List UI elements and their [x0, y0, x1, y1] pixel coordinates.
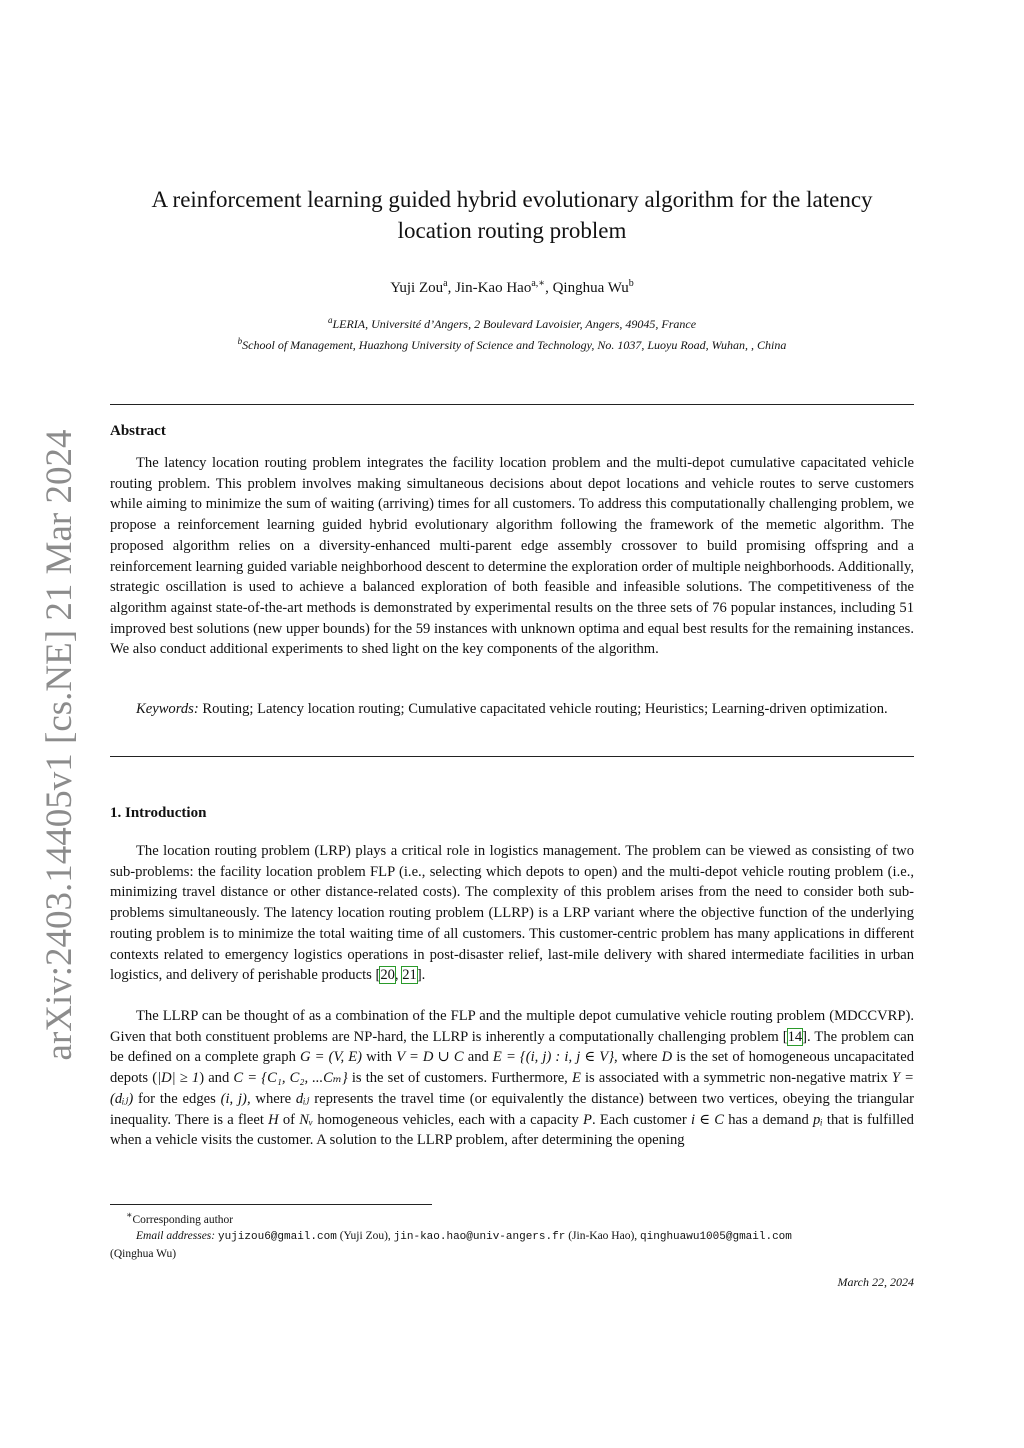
- author-separator: ,: [545, 280, 553, 296]
- email-label: Email addresses:: [136, 1230, 216, 1243]
- author-zou-affil: a: [443, 278, 448, 289]
- intro-p2-text: ) and: [199, 1070, 234, 1087]
- author-wu: Qinghua Wu: [552, 280, 629, 296]
- footnote-corresponding-text: Corresponding author: [132, 1213, 234, 1226]
- footnote-rule: [110, 1204, 432, 1205]
- math-fleet: H: [268, 1111, 279, 1128]
- keywords: [110, 699, 914, 720]
- intro-p2-text: is the set of homogeneous uncapacitated depots (: [110, 1049, 914, 1087]
- affiliation-b-text: School of Management, Huazhong University of Science and Technology, No. 1037, Luoyu Road, Wuhan, , China: [242, 338, 787, 352]
- math-edges: E: [571, 1070, 581, 1087]
- math-distance-matrix: Y = (dᵢⱼ): [110, 1070, 914, 1107]
- abstract-heading: Abstract: [110, 423, 166, 439]
- intro-p2-text: The LLRP can be thought of as a combination of the FLP and the multiple depot cumulative vehicle routing problem (MDCCVRP). Given that both constituent problems are NP-hard, the LLRP is inherently a computationally challenging problem [: [110, 1008, 914, 1045]
- keywords-text: Routing; Latency location routing; Cumulative capacitated vehicle routing; Heuristics; Learning-driven optimization.: [198, 701, 888, 717]
- affiliation-a-text: LERIA, Université d’Angers, 2 Boulevard Lavoisier, Angers, 49045, France: [332, 317, 697, 331]
- intro-p2-text: , where: [614, 1049, 662, 1066]
- citation-separator: ,: [394, 967, 403, 984]
- math-demand: pᵢ: [813, 1111, 823, 1128]
- author-hao: Jin-Kao Hao: [455, 280, 532, 296]
- intro-p2-text: , where: [246, 1090, 296, 1107]
- citation-link-14[interactable]: 14: [787, 1028, 803, 1045]
- email-owner: (Yuji Zou),: [336, 1230, 394, 1243]
- author-list: [100, 274, 924, 298]
- intro-p2-text: . Each customer: [591, 1111, 691, 1128]
- keywords-label: Keywords:: [136, 701, 199, 717]
- affiliations: [100, 312, 924, 354]
- title-line-2: location routing problem: [397, 218, 627, 243]
- email-link-zou[interactable]: yujizou6@gmail.com: [217, 1231, 337, 1244]
- intro-p2-text: has a demand: [724, 1111, 814, 1128]
- intro-p2-text: and: [463, 1049, 493, 1066]
- intro-p2-text: for the edges: [133, 1090, 221, 1107]
- footnote-marker: ∗: [126, 1210, 133, 1221]
- math-depot-count: |D| ≥ 1: [157, 1070, 200, 1087]
- email-owner: (Jin-Kao Hao),: [565, 1230, 641, 1243]
- intro-p2-text: is associated with a symmetric non-negative matrix: [580, 1070, 892, 1087]
- intro-p2-text: is the set of customers. Furthermore,: [347, 1070, 572, 1087]
- math-capacity: P: [583, 1111, 592, 1128]
- intro-paragraph-1: [110, 841, 914, 986]
- intro-p2-text: homogeneous vehicles, each with a capacity: [313, 1111, 584, 1128]
- intro-p2-text: represents the travel time (or equivalently the distance) between two vertices, obeying the triangular inequality. There is a fleet: [110, 1090, 914, 1128]
- intro-p2-text: of: [278, 1111, 300, 1128]
- abstract-text: The latency location routing problem integrates the facility location problem and the multi-depot cumulative capacitated vehicle routing problem. This problem involves making simultaneous decisions about depot locations and vehicle routes to serve customers while aiming to minimize the sum of waiting (arriving) times for all customers. To address this computationally challenging problem, we propose a reinforcement learning guided hybrid evolutionary algorithm following the framework of the memetic algorithm. The proposed algorithm relies on a diversity-enhanced multi-parent edge assembly crossover to build promising offspring and a reinforcement learning guided variable neighborhood descent to determine the exploration order of multiple neighborhoods. Additionally, strategic oscillation is used to achieve a balanced exploration of both feasible and infeasible solutions. The competitiveness of the algorithm against state-of-the-art methods is demonstrated by experimental results on the three sets of 76 popular instances, including 51 improved best solutions (new upper bounds) for the 59 instances with unknown optima and equal best results for the remaining instances. We also conduct additional experiments to shed light on the key components of the algorithm.: [110, 455, 914, 658]
- paper-title: [100, 184, 924, 246]
- footnote-corresponding: [110, 1208, 914, 1228]
- email-link-wu[interactable]: qinghuawu1005@gmail.com: [640, 1231, 792, 1244]
- math-customer: i ∈ C: [690, 1111, 724, 1128]
- abstract-top-rule: [110, 404, 914, 405]
- preprint-date: March 22, 2024: [837, 1275, 914, 1289]
- author-hao-affil: a,∗: [531, 278, 546, 289]
- intro-p2-text: that is fulfilled when a vehicle visits the customer. A solution to the LLRP problem, after determining the opening: [110, 1111, 914, 1149]
- abstract-bottom-rule: [110, 756, 914, 757]
- footnote-emails-cont: (Qinghua Wu): [110, 1247, 177, 1260]
- affiliation-b: [100, 333, 924, 354]
- section-heading-introduction: 1. Introduction: [110, 805, 207, 821]
- affiliation-a: [100, 312, 924, 333]
- author-zou: Yuji Zou: [390, 280, 444, 296]
- title-line-1: A reinforcement learning guided hybrid evolutionary algorithm for the latency: [151, 187, 873, 212]
- email-link-hao[interactable]: jin-kao.hao@univ-angers.fr: [393, 1231, 566, 1244]
- math-vertex-set: V = D ∪ C: [396, 1049, 464, 1066]
- affiliation-a-marker: a: [327, 315, 333, 325]
- footnote-emails: [110, 1228, 914, 1246]
- intro-p1-text: The location routing problem (LRP) plays a critical role in logistics management. The problem can be viewed as consisting of two sub-problems: the facility location problem FLP (i.e., selecting which depots to open) and the multi-depot vehicle routing problem (i.e., minimizing travel distance or other distance-related costs). The complexity of this problem arises from the need to consider both sub-problems simultaneously. The latency location routing problem (LLRP) is a LRP variant where the objective function of the underlying routing problem is to minimize the total waiting time of all customers. This customer-centric problem has many applications in different contexts related to emergency logistics operations in post-disaster relief, last-mile delivery with shared intermediate facilities in urban logistics, and delivery of perishable products [: [110, 843, 914, 984]
- arxiv-identifier: arXiv:2403.14405v1 [cs.NE] 21 Mar 2024: [39, 429, 80, 1061]
- math-graph: G = (V, E): [299, 1049, 363, 1066]
- math-edge-set: E = {(i, j) : i, j ∈ V}: [492, 1049, 615, 1066]
- math-travel-time: dᵢⱼ: [295, 1090, 310, 1107]
- intro-p2-text: ]. The problem can be defined on a complete graph: [110, 1028, 915, 1066]
- citation-close: ].: [416, 967, 426, 984]
- citation-link-21[interactable]: 21: [402, 967, 417, 984]
- affiliation-b-marker: b: [237, 336, 243, 346]
- citation-link-20[interactable]: 20: [380, 967, 395, 984]
- footnote: [110, 1208, 914, 1262]
- author-wu-affil: b: [628, 278, 634, 289]
- math-edge: (i, j): [220, 1090, 247, 1107]
- intro-p2-text: with: [362, 1049, 397, 1066]
- author-separator: ,: [447, 280, 456, 296]
- math-depots: D: [661, 1049, 673, 1066]
- math-customers: C = {C₁, C₂, ...Cₘ}: [233, 1070, 348, 1087]
- intro-paragraph-2: [110, 1006, 914, 1151]
- math-vehicle-count: Nᵥ: [299, 1111, 314, 1128]
